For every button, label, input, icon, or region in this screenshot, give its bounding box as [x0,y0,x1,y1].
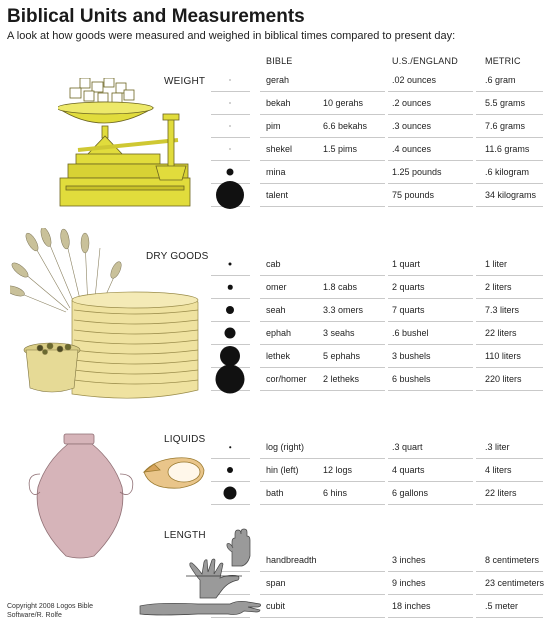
cell-bible: 10 gerahs [323,98,364,108]
row-divider [260,114,385,115]
cell-unit: ephah [266,328,292,338]
row-divider [476,367,543,368]
row-divider [388,504,473,505]
row-divider [476,390,543,391]
cell-us: 6 gallons [392,488,429,498]
cell-unit: bath [266,488,284,498]
row-divider [260,481,385,482]
cell-unit: talent [266,190,289,200]
row-divider [476,344,543,345]
size-dot-icon [226,306,234,314]
row-divider [476,91,543,92]
row-divider [260,571,385,572]
cell-metric: 23 centimeters [485,578,545,588]
row-divider [260,183,385,184]
cell-metric: .6 gram [485,75,516,85]
row-divider [388,594,473,595]
row-divider [260,275,385,276]
row-divider [476,206,543,207]
row-divider [211,321,250,322]
row-divider [260,367,385,368]
row-divider [388,206,473,207]
row-divider [388,367,473,368]
row-divider [260,617,385,618]
cell-metric: 110 liters [485,351,521,361]
size-dot-icon [216,181,244,209]
cell-us: 4 quarts [392,465,425,475]
cell-us: .4 ounces [392,144,432,154]
cell-metric: 1 liter [485,259,508,269]
cell-metric: 11.6 grams [485,144,530,154]
row-divider [260,458,385,459]
cell-bible: 1.5 pims [323,144,358,154]
cell-metric: 8 centimeters [485,555,540,565]
size-dot-icon [227,169,234,176]
cell-metric: .3 liter [485,442,510,452]
size-dot-icon [220,346,240,366]
size-dot-icon [230,103,231,104]
section-label-dry-goods: DRY GOODS [146,251,209,262]
row-divider [211,275,250,276]
cell-unit: pim [266,121,281,131]
cell-us: .3 quart [392,442,423,452]
row-divider [476,160,543,161]
size-dot-icon [225,328,236,339]
cell-unit: shekel [266,144,293,154]
row-divider [260,160,385,161]
row-divider [388,275,473,276]
cell-unit: gerah [266,75,290,85]
copyright-credit [7,602,93,620]
page-title: Biblical Units and Measurements [7,6,305,27]
cell-unit: cab [266,259,281,269]
row-divider [388,344,473,345]
cell-us: 2 quarts [392,282,425,292]
row-divider [476,298,543,299]
page-subtitle: A look at how goods were measured and weighed in biblical times compared to present day: [7,30,456,42]
column-header-us: U.S./ENGLAND [392,56,458,66]
row-divider [476,275,543,276]
row-divider [476,481,543,482]
cell-metric: 22 liters [485,488,517,498]
row-divider [476,321,543,322]
credit-line-2: Software/R. Rolfe [7,612,62,619]
cell-bible: 3.3 omers [323,305,364,315]
credit-line-1: Copyright 2008 Logos Bible [7,603,94,610]
cell-bible: 12 logs [323,465,353,475]
row-divider [260,344,385,345]
cell-us: 75 pounds [392,190,435,200]
column-header-bible: BIBLE [266,56,293,66]
size-dot-icon [230,80,231,81]
size-dot-icon [228,285,233,290]
cell-bible: 5 ephahs [323,351,361,361]
cell-unit: hin (left) [266,465,299,475]
cell-metric: 2 liters [485,282,512,292]
row-divider [476,458,543,459]
row-divider [388,481,473,482]
wheat-basket-icon [10,228,210,428]
cell-unit: log (right) [266,442,305,452]
cell-unit: mina [266,167,286,177]
cell-us: 1.25 pounds [392,167,442,177]
cell-metric: 7.3 liters [485,305,520,315]
cell-bible: 3 seahs [323,328,355,338]
row-divider [211,458,250,459]
row-divider [476,114,543,115]
row-divider [388,160,473,161]
clay-jar-icon [26,432,138,560]
cell-us: 7 quarts [392,305,425,315]
cell-us: .02 ounces [392,75,437,85]
row-divider [211,298,250,299]
row-divider [260,91,385,92]
row-divider [388,458,473,459]
table-row [0,573,550,595]
row-divider [211,344,250,345]
row-divider [211,504,250,505]
cell-metric: 34 kilograms [485,190,537,200]
cell-metric: 22 liters [485,328,517,338]
size-dot-icon [224,487,237,500]
size-dot-icon [229,446,231,448]
row-divider [260,594,385,595]
row-divider [476,183,543,184]
cell-metric: 220 liters [485,374,522,384]
row-divider [388,298,473,299]
row-divider [388,571,473,572]
balance-scale-icon [58,78,218,213]
cell-bible: 1.8 cabs [323,282,358,292]
cell-unit: handbreadth [266,555,317,565]
row-divider [388,617,473,618]
cell-us: 3 bushels [392,351,431,361]
size-dot-icon [230,149,231,150]
size-dot-icon [216,365,245,394]
span-hand-icon [186,558,242,600]
cell-us: 18 inches [392,601,431,611]
row-divider [388,390,473,391]
row-divider [476,571,543,572]
row-divider [388,91,473,92]
cell-unit: lethek [266,351,291,361]
row-divider [388,183,473,184]
row-divider [476,617,543,618]
row-divider [476,137,543,138]
cell-us: 9 inches [392,578,426,588]
oil-lamp-icon [140,450,210,492]
cell-metric: .6 kilogram [485,167,530,177]
row-divider [260,137,385,138]
section-label-weight: WEIGHT [164,76,206,87]
cell-unit: cubit [266,601,286,611]
size-dot-icon [227,467,233,473]
arm-icon [138,598,262,620]
size-dot-icon [229,263,232,266]
row-divider [211,481,250,482]
cell-unit: omer [266,282,287,292]
row-divider [260,390,385,391]
size-dot-icon [230,126,231,127]
cell-unit: seah [266,305,286,315]
section-label-liquids: LIQUIDS [164,434,206,445]
cell-us: .3 ounces [392,121,432,131]
cell-us: 3 inches [392,555,426,565]
column-header-metric: METRIC [485,56,521,66]
row-divider [260,298,385,299]
row-divider [260,206,385,207]
cell-bible: 2 letheks [323,374,360,384]
cell-us: .2 ounces [392,98,432,108]
cell-unit: bekah [266,98,291,108]
cell-bible: 6.6 bekahs [323,121,368,131]
cell-metric: 4 liters [485,465,512,475]
row-divider [388,114,473,115]
row-divider [476,504,543,505]
row-divider [388,321,473,322]
cell-unit: span [266,578,286,588]
row-divider [260,321,385,322]
cell-metric: 7.6 grams [485,121,526,131]
row-divider [388,137,473,138]
cell-bible: 6 hins [323,488,348,498]
cell-us: .6 bushel [392,328,429,338]
cell-metric: .5 meter [485,601,519,611]
cell-unit: cor/homer [266,374,307,384]
section-label-length: LENGTH [164,530,206,541]
cell-us: 1 quart [392,259,421,269]
row-divider [476,594,543,595]
row-divider [260,504,385,505]
cell-metric: 5.5 grams [485,98,526,108]
cell-us: 6 bushels [392,374,431,384]
